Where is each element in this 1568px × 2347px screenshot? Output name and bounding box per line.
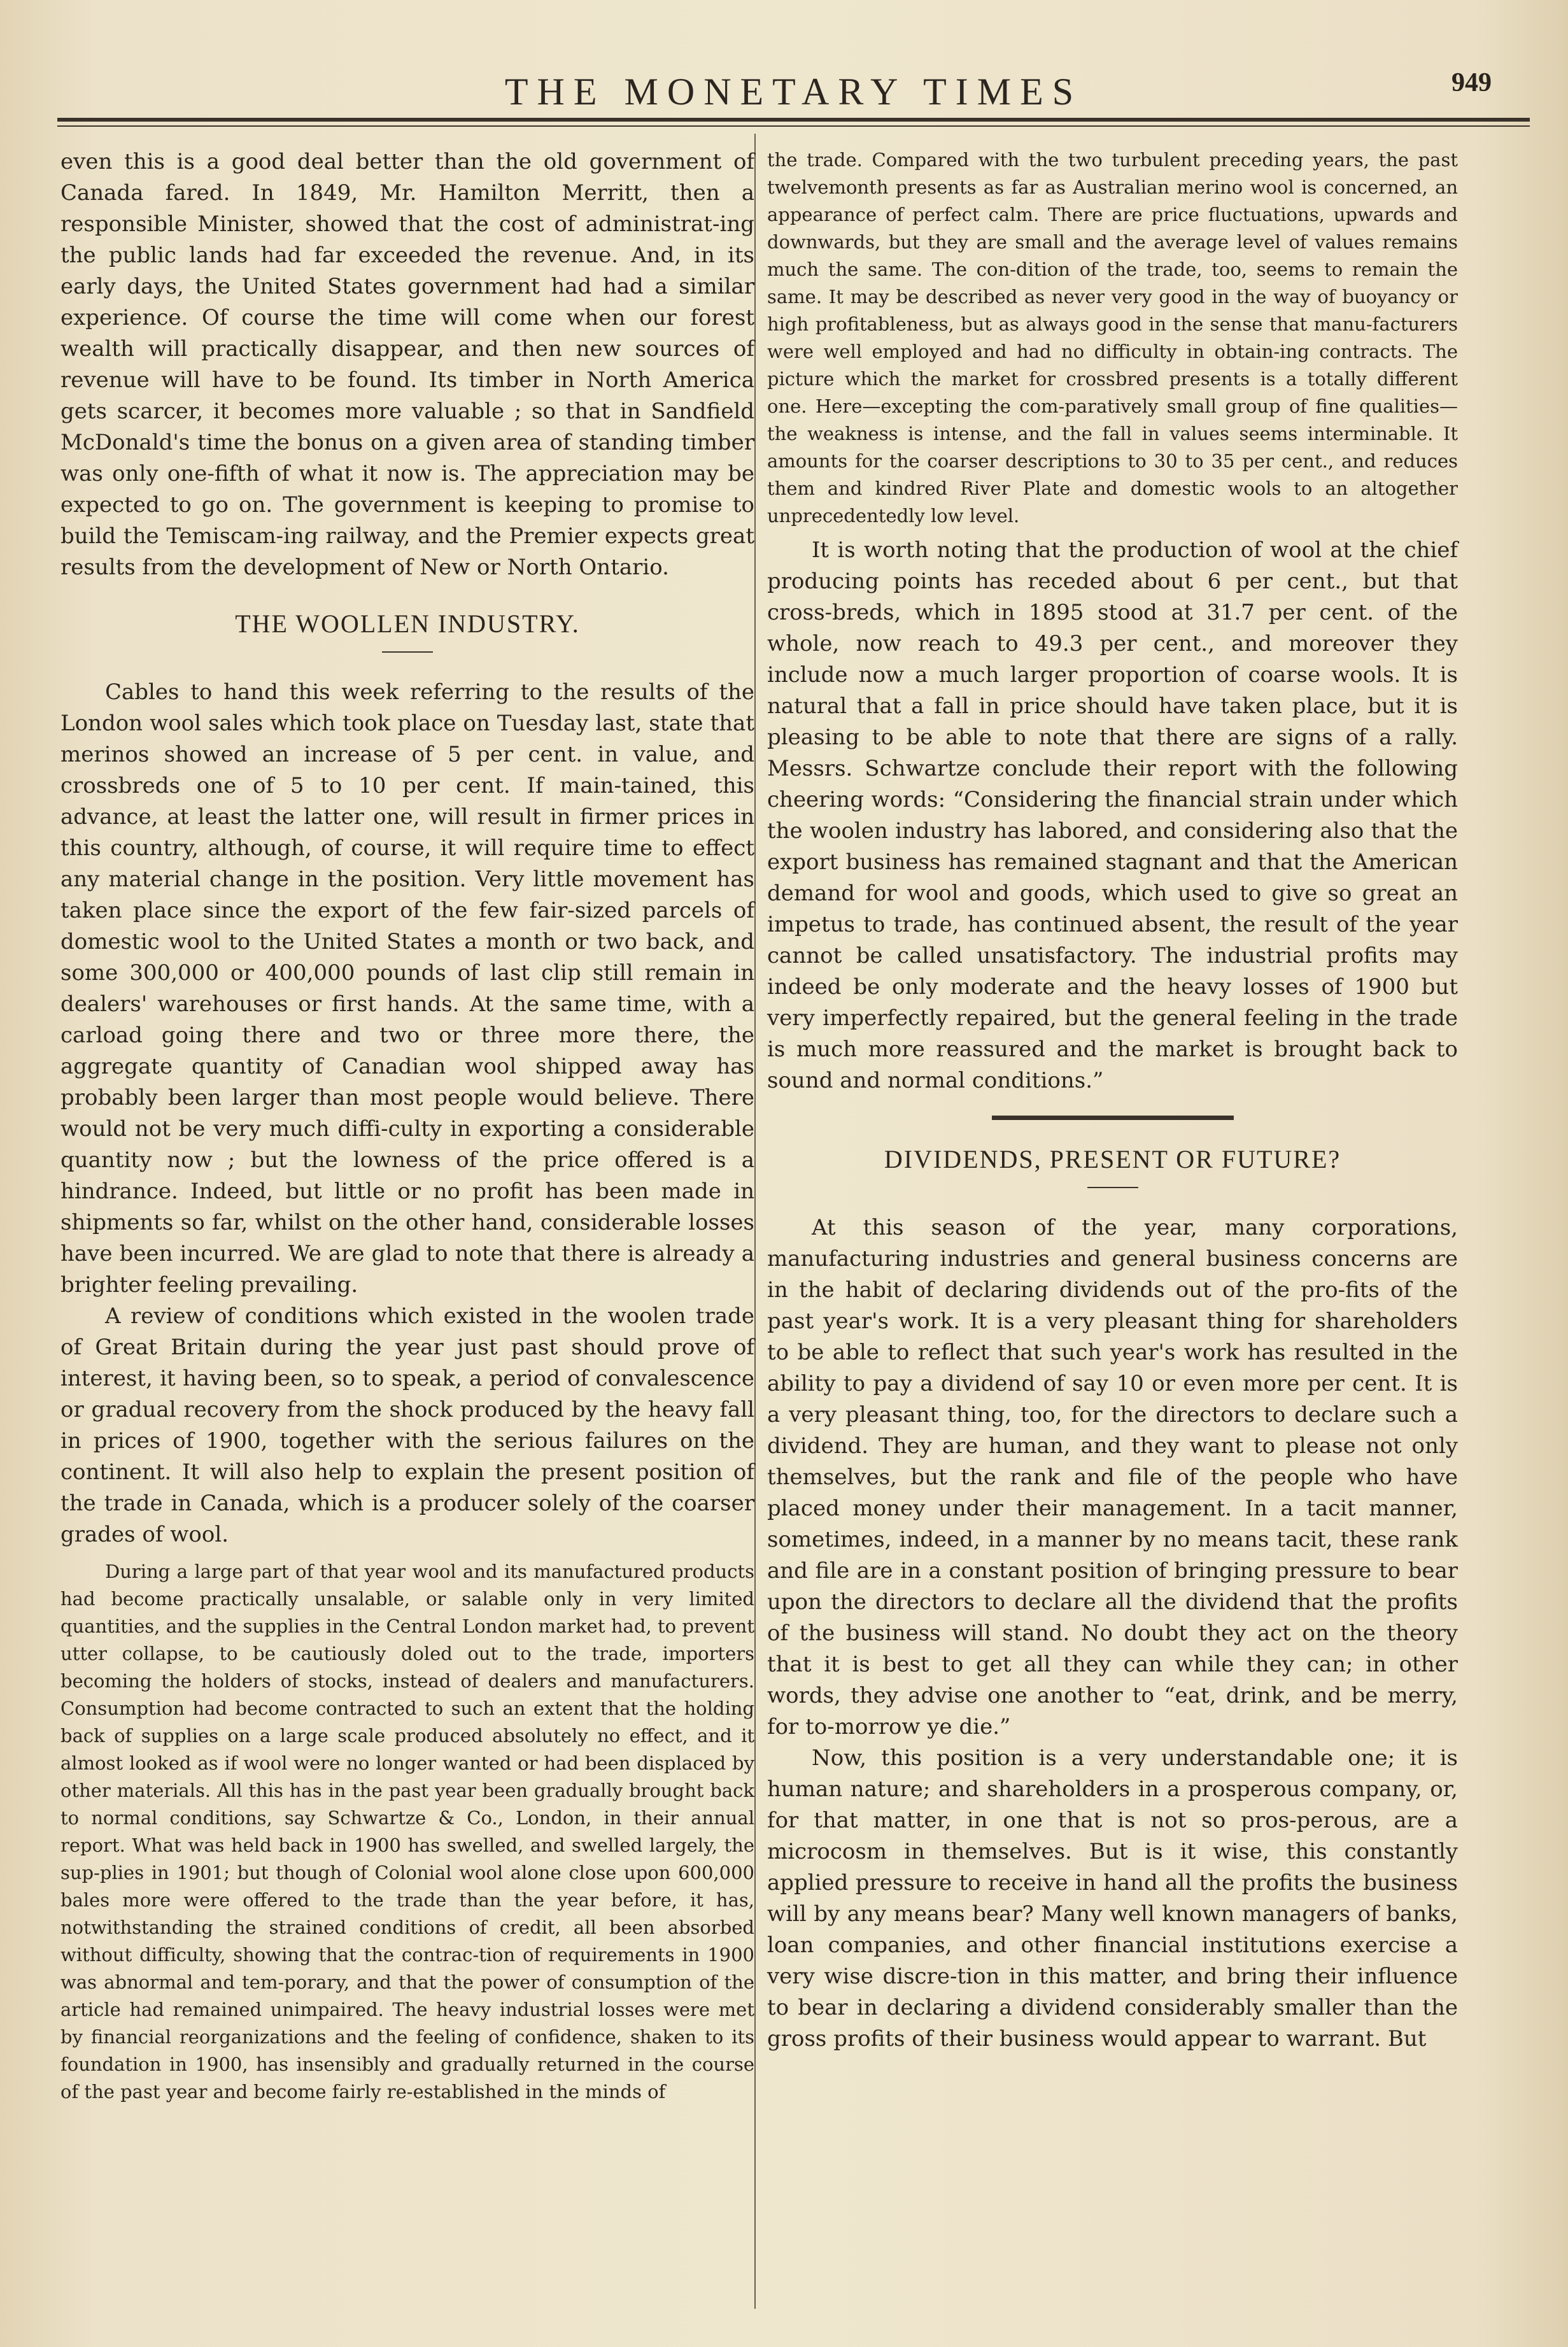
- heading-rule: [382, 651, 433, 653]
- dividends-paragraph-2: Now, this position is a very understandable one; it is human nature; and shareholders in a prosperous company, or, for that matter, in one that is not so pros-perous, are a microcosm in themselves. But is it wise, this constantly applied pressure to receive in hand all the profits the business will by any means bear? Many well known managers of banks, loan companies, and other financial institutions exercise a very wise discre-tion in this matter, and bring their influence to bear in declaring a dividend considerably smaller than the gross profits of their business would appear to warrant. But: [767, 1745, 1458, 2052]
- left-column: [60, 146, 754, 2309]
- continued-quoted-report: the trade. Compared with the two turbulent preceding years, the past twelvemonth presents as far as Australian merino wool is concerned, an appearance of perfect calm. There are price fluctuations, upwards and downwards, but they are small and the average level of values remains much the same. The con-dition of the trade, too, seems to remain the same. It may be described as never very good in the way of buoyancy or high profitableness, but as always good in the sense that manu-facturers were well employed and had no difficulty in obtain-ing contracts. The picture which the market for crossbred presents is a totally different one. Here—excepting the com-paratively small group of fine qualities—the weakness is intense, and the fall in values seems interminable. It amounts for the coarser descriptions to 30 to 35 per cent., and reduces them and kindred River Plate and domestic wools to an altogether unprecedentedly low level.: [767, 149, 1458, 527]
- woollen-industry-heading: THE WOOLLEN INDUSTRY.: [235, 609, 580, 638]
- dividends-paragraph-1: At this season of the year, many corporations, manufacturing industries and general business concerns are in the habit of declaring dividends out of the pro-fits of the past year's work. It is a very pleasant thing for shareholders to be able to reflect that such year's work has resulted in the ability to pay a dividend of say 10 or even more per cent. It is a very pleasant thing, too, for the directors to declare such a dividend. They are human, and they want to please not only themselves, but the rank and file of the people who have placed money under their management. In a tacit manner, sometimes, indeed, in a manner by no means tacit, these rank and file are in a constant position of bringing pressure to bear upon the directors to declare all the dividend that the profits of the business will stand. No doubt they act on the theory that it is best to get all they can while they can; in other words, they advise one another to “eat, drink, and be merry, for to-morrow ye die.”: [767, 1215, 1458, 1740]
- masthead: THE MONETARY TIMES: [504, 71, 1083, 113]
- intro-paragraph: even this is a good deal better than the old government of Canada fared. In 1849, Mr. Hamilton Merritt, then a responsible Minister, showed that the cost of administrat-ing the public lands had far exceeded the revenue. And, in its early days, the United States government had had a similar experience. Of course the time will come when our forest wealth will practically disappear, and then new sources of revenue will have to be found. Its timber in North America gets scarcer, it becomes more valuable ; so that in Sandfield McDonald's time the bonus on a given area of standing timber was only one-fifth of what it now is. The appreciation may be expected to go on. The government is keeping to promise to build the Temiscam-ing railway, and the Premier expects great results from the development of New or North Ontario.: [60, 149, 754, 580]
- page-number: 949: [1451, 68, 1492, 97]
- page-header: [57, 64, 1530, 121]
- woollen-paragraph-2: A review of conditions which existed in the woolen trade of Great Britain during the year just past should prove of interest, it having been, so to speak, a period of convalescence or gradual recovery from the shock produced by the heavy fall in prices of 1900, together with the serious failures on the continent. It will also help to explain the present position of the trade in Canada, which is a producer solely of the coarser grades of wool.: [60, 1303, 754, 1547]
- woollen-paragraph-1: Cables to hand this week referring to the results of the London wool sales which took place on Tuesday last, state that merinos showed an increase of 5 per cent. in value, and crossbreds one of 5 to 10 per cent. If main-tained, this advance, at least the latter one, will result in firmer prices in this country, although, of course, it will require time to effect any material change in the position. Very little movement has taken place since the export of the few fair-sized parcels of domestic wool to the United States a month or two back, and some 300,000 or 400,000 pounds of last clip still remain in dealers' warehouses or first hands. At the same time, with a carload going there and two or three more there, the aggregate quantity of Canadian wool shipped away has probably been larger than most people would believe. There would not be very much diffi-culty in exporting a considerable quantity now ; but the lowness of the price offered is a hindrance. Indeed, but little or no profit has been made in shipments so far, whilst on the other hand, considerable losses have been incurred. We are glad to note that there is already a brighter feeling prevailing.: [60, 679, 754, 1298]
- dividends-heading: DIVIDENDS, PRESENT OR FUTURE?: [884, 1145, 1341, 1174]
- woollen-paragraph-3: It is worth noting that the production of wool at the chief producing points has receded about 6 per cent., but that cross-breds, which in 1895 stood at 31.7 per cent. of the whole, now reach to 49.3 per cent., and moreover they include now a much larger proportion of coarse wools. It is natural that a fall in price should have taken place, but it is pleasing to be able to note that there are signs of a rally. Messrs. Schwartze conclude their report with the following cheering words: “Considering the financial strain under which the woolen industry has labored, and considering also that the export business has remained stagnant and that the American demand for wool and goods, which used to give so great an impetus to trade, has continued absent, the result of the year cannot be called unsatisfactory. The industrial profits may indeed be only moderate and the heavy losses of 1900 but very imperfectly repaired, but the general feeling in the trade is much more reassured and the market is brought back to sound and normal conditions.”: [767, 537, 1458, 1093]
- heading-rule: [1087, 1187, 1138, 1188]
- header-rule-thin: [57, 125, 1530, 127]
- right-column: [767, 146, 1458, 2309]
- woollen-quoted-report: During a large part of that year wool and its manufactured products had become practically unsalable, or salable only in very limited quantities, and the supplies in the Central London market had, to prevent utter collapse, to be cautiously doled out to the trade, importers becoming the holders of stocks, instead of dealers and manufacturers. Consumption had become contracted to such an extent that the holding back of supplies on a large scale produced absolutely no effect, and it almost looked as if wool were no longer wanted or had been displaced by other materials. All this has in the past year been gradually brought back to normal conditions, say Schwartze & Co., London, in their annual report. What was held back in 1900 has swelled, and swelled largely, the sup-plies in 1901; but though of Colonial wool alone close upon 600,000 bales more were offered to the trade than the year before, it has, notwithstanding the strained conditions of credit, all been absorbed without difficulty, showing that the contrac-tion of requirements in 1900 was abnormal and tem-porary, and that the power of consumption of the article had remained unimpaired. The heavy industrial losses were met by financial reorganizations and the feeling of confidence, shaken to its foundation in 1900, has insensibly and gradually returned in the course of the past year and become fairly re-established in the minds of: [60, 1561, 754, 2102]
- column-divider: [754, 134, 756, 2309]
- section-separator-rule: [992, 1116, 1234, 1120]
- header-rule-thick: [57, 118, 1530, 122]
